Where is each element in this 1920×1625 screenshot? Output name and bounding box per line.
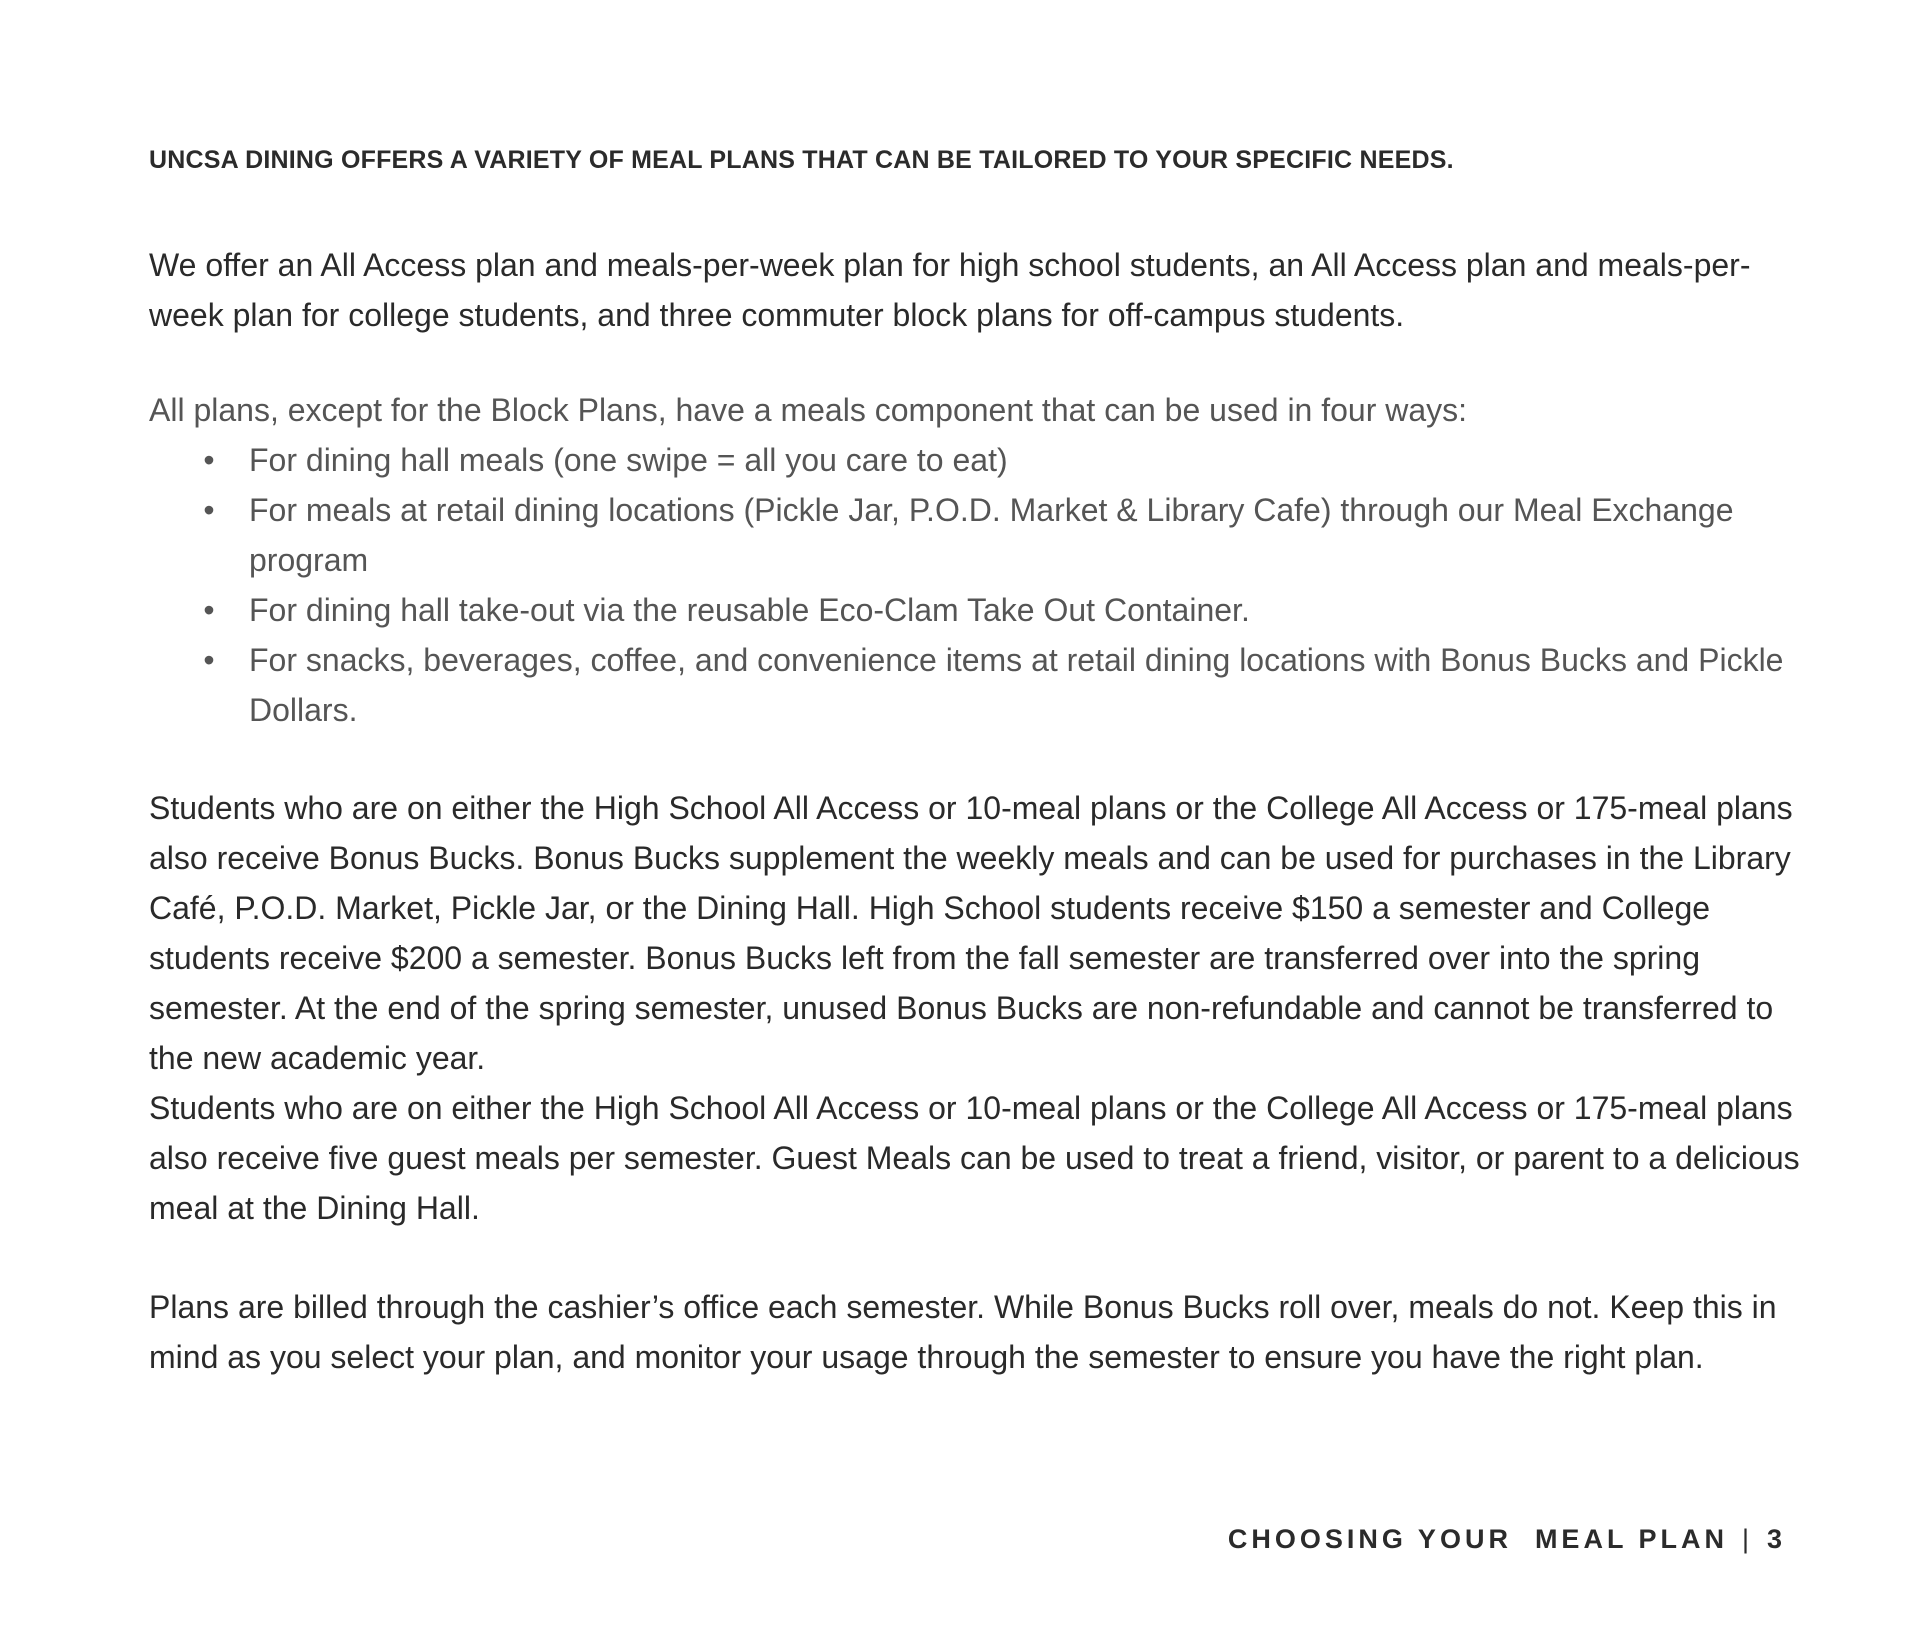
list-item	[149, 435, 1809, 485]
list-item-text: For meals at retail dining locations (Pickle Jar, P.O.D. Market & Library Cafe) through our Meal Exchange program	[249, 492, 1734, 578]
footer-section-title: CHOOSING YOUR MEAL PLAN	[1227, 1524, 1728, 1554]
footer-separator: |	[1741, 1524, 1753, 1554]
list-item	[149, 585, 1809, 635]
meal-uses-list	[149, 435, 1809, 735]
bullet-icon: •	[203, 442, 215, 478]
page-footer	[1228, 1524, 1786, 1555]
billing-paragraph: Plans are billed through the cashier’s office each semester. While Bonus Bucks roll over, meals do not. Keep this in mind as you select your plan, and monitor your usage through the semester to ensure you have the right plan.	[149, 1289, 1777, 1375]
list-item-text: For dining hall meals (one swipe = all you care to eat)	[249, 442, 1008, 478]
list-item-text: For snacks, beverages, coffee, and convenience items at retail dining locations with Bonus Bucks and Pickle Dollars.	[249, 642, 1784, 728]
list-item	[149, 635, 1809, 735]
bullet-icon: •	[203, 642, 215, 678]
bullet-icon: •	[203, 592, 215, 628]
bullet-icon: •	[203, 492, 215, 528]
list-item	[149, 485, 1809, 585]
guest-meals-paragraph: Students who are on either the High School All Access or 10-meal plans or the College All Access or 175-meal plans also receive five guest meals per semester. Guest Meals can be used to treat a friend, visitor, or parent to a delicious meal at the Dining Hall.	[149, 1090, 1800, 1226]
bonus-bucks-paragraph: Students who are on either the High School All Access or 10-meal plans or the College All Access or 175-meal plans also receive Bonus Bucks. Bonus Bucks supplement the weekly meals and can be used for purchases in the Library Café, P.O.D. Market, Pickle Jar, or the Dining Hall. High School students receive $150 a semester and College students receive $200 a semester. Bonus Bucks left from the fall semester are transferred over into the spring semester. At the end of the spring semester, unused Bonus Bucks are non-refundable and cannot be transferred to the new academic year.	[149, 790, 1793, 1076]
intro-paragraph: We offer an All Access plan and meals-per-week plan for high school students, an All Access plan and meals-per-week plan for college students, and three commuter block plans for off-campus students.	[149, 247, 1751, 333]
plans-intro-paragraph: All plans, except for the Block Plans, have a meals component that can be used in four ways:	[149, 392, 1468, 428]
page-heading: UNCSA DINING OFFERS A VARIETY OF MEAL PLANS THAT CAN BE TAILORED TO YOUR SPECIFIC NEEDS.	[149, 146, 1454, 174]
page-number: 3	[1766, 1524, 1786, 1554]
list-item-text: For dining hall take-out via the reusable Eco-Clam Take Out Container.	[249, 592, 1250, 628]
